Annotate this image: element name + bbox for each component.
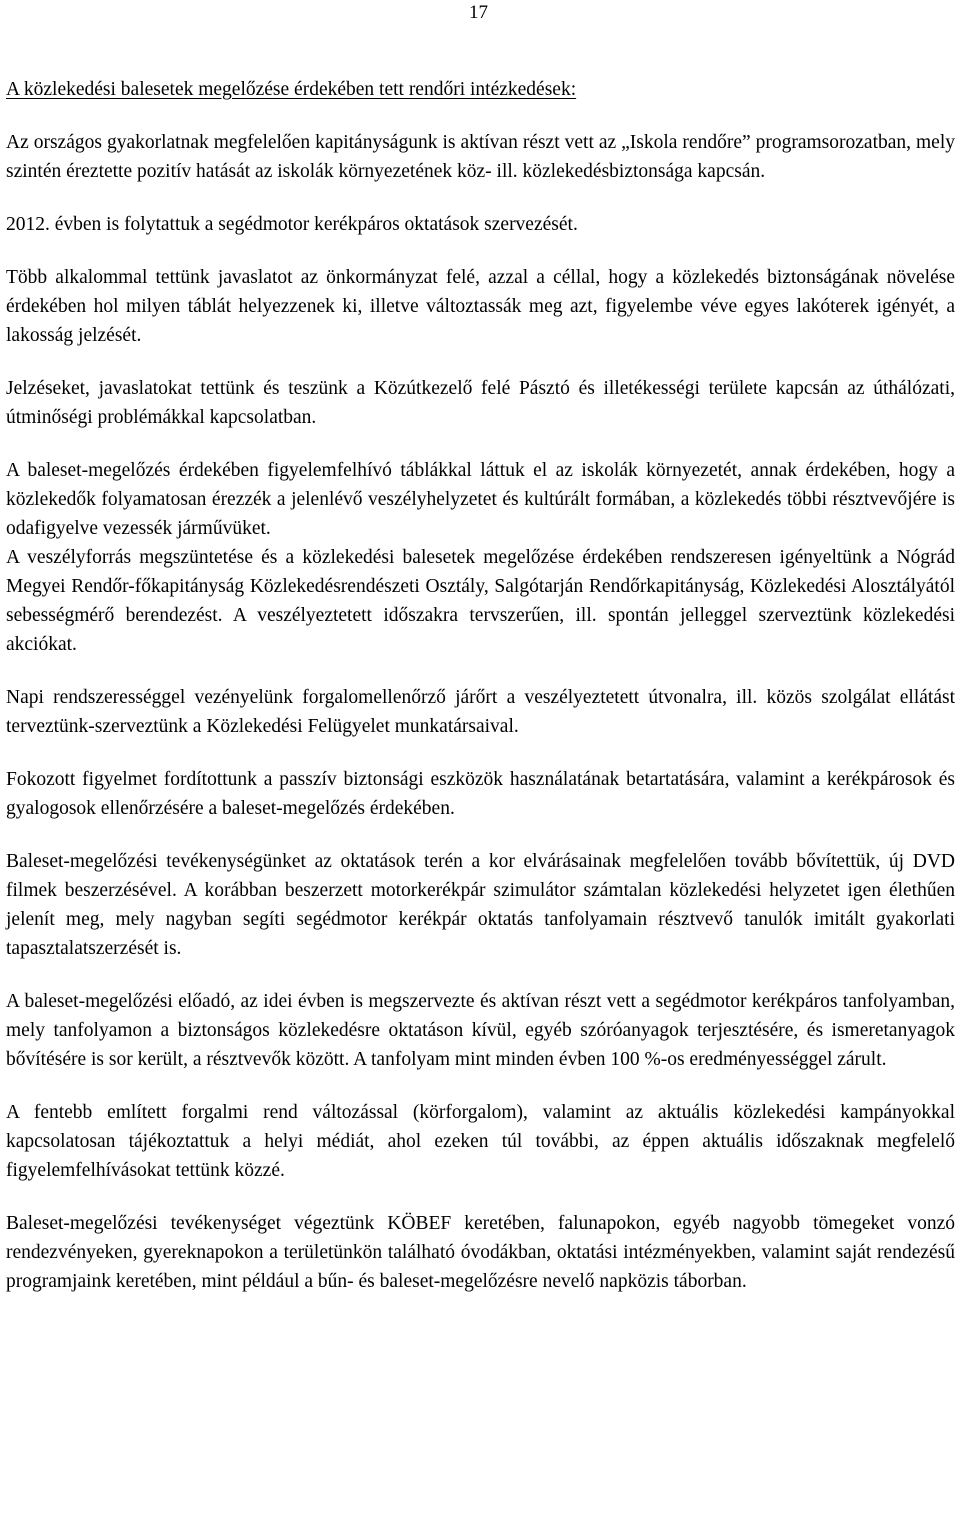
paragraph-oktatasi-tevekenyseg: Baleset-megelőzési tevékenységünket az oktatások terén a kor elvárásainak megfelelően tovább bővítettük, új DVD filmek beszerzésével. A korábban beszerzett motorkerékpár szimulátor számtalan közlekedési helyzetet igen élethűen jelenít meg, mely nagyban segíti segédmotor kerékpár oktatás tanfolyamain résztvevő tanulók imitált gyakorlati tapasztalatszerzését is. xyxy=(6,851,955,959)
paragraph-iskola-rendore: Az országos gyakorlatnak megfelelően kapitányságunk is aktívan részt vett az „Iskola rendőre” programsorozatban, mely szintén éreztette pozitív hatását az iskolák környezetének köz- ill. közlekedésbiztonsága kapcsán. xyxy=(6,132,955,182)
paragraph-onkormanyzat-javaslat: Több alkalommal tettünk javaslatot az önkormányzat felé, azzal a céllal, hogy a közlekedés biztonságának növelése érdekében hol milyen táblát helyezzenek ki, illetve változtassák meg azt, figyelembe véve egyes lakóterek igényét, a lakosság jelzését. xyxy=(6,267,955,346)
paragraph-media-tajekoztatas: A fentebb említett forgalmi rend változással (körforgalom), valamint az aktuális közlekedési kampányokkal kapcsolatosan tájékoztattuk a helyi médiát, ahol ezeken túl további, az éppen aktuális időszaknak megfelelő figyelemfelhívásokat tettünk közzé. xyxy=(6,1102,955,1181)
page-number: 17 xyxy=(469,2,488,23)
paragraph-passziv-biztonsag: Fokozott figyelmet fordítottunk a passzív biztonsági eszközök használatának betartatására, valamint a kerékpárosok és gyalogosok ellenőrzésére a baleset-megelőzés érdekében. xyxy=(6,769,955,819)
paragraph-segedmotor-oktatas: 2012. évben is folytattuk a segédmotor kerékpáros oktatások szervezését. xyxy=(6,214,578,235)
paragraph-veszelyforras-megszuntetese: A veszélyforrás megszüntetése és a közlekedési balesetek megelőzése érdekében rendszeresen igényeltünk a Nógrád Megyei Rendőr-főkapitányság Közlekedésrendészeti Osztály, Salgótarján Rendőrkapitányság, Közlekedési Alosztályától sebességmérő berendezést. A veszélyeztetett időszakra tervszerűen, ill. spontán jelleggel szerveztünk közlekedési akciókat. xyxy=(6,547,955,655)
paragraph-eloado-tanfolyam: A baleset-megelőzési előadó, az idei évben is megszervezte és aktívan részt vett a segédmotor kerékpáros tanfolyamban, mely tanfolyamon a biztonságos közlekedésre oktatáson kívül, egyéb szóróanyagok terjesztésére, és ismeretanyagok bővítésére is sor került, a résztvevők között. A tanfolyam mint minden évben 100 %-os eredményességgel zárult. xyxy=(6,991,955,1070)
paragraph-napi-jarorszolgalat: Napi rendszerességgel vezényelünk forgalomellenőrző járőrt a veszélyeztetett útvonalra, ill. közös szolgálat ellátást terveztünk-szerveztünk a Közlekedési Felügyelet munkatársaival. xyxy=(6,687,955,737)
section-heading: A közlekedési balesetek megelőzése érdekében tett rendőri intézkedések: xyxy=(6,79,577,100)
paragraph-kozutkezelo-jelzesek: Jelzéseket, javaslatokat tettünk és teszünk a Közútkezelő felé Pásztó és illetékességi területe kapcsán az úthálózati, útminőségi problémákkal kapcsolatban. xyxy=(6,378,955,428)
paragraph-kobef-rendezvenyek: Baleset-megelőzési tevékenységet végeztünk KÖBEF keretében, falunapokon, egyéb nagyobb tömegeket vonzó rendezvényeken, gyereknapokon a területünkön található óvodákban, oktatási intézményekben, valamint saját rendezésű programjaink keretében, mint például a bűn- és baleset-megelőzésre nevelő napközis táborban. xyxy=(6,1213,955,1292)
document-body xyxy=(6,75,955,1320)
paragraph-figyelemfelhivo-tablak: A baleset-megelőzés érdekében figyelemfelhívó táblákkal láttuk el az iskolák környezetét, annak érdekében, hogy a közlekedők folyamatosan érezzék a jelenlévő veszélyhelyzetet és kultúrált formában, a közlekedés többi résztvevőjére is odafigyelve vezessék járművüket. xyxy=(6,460,955,539)
